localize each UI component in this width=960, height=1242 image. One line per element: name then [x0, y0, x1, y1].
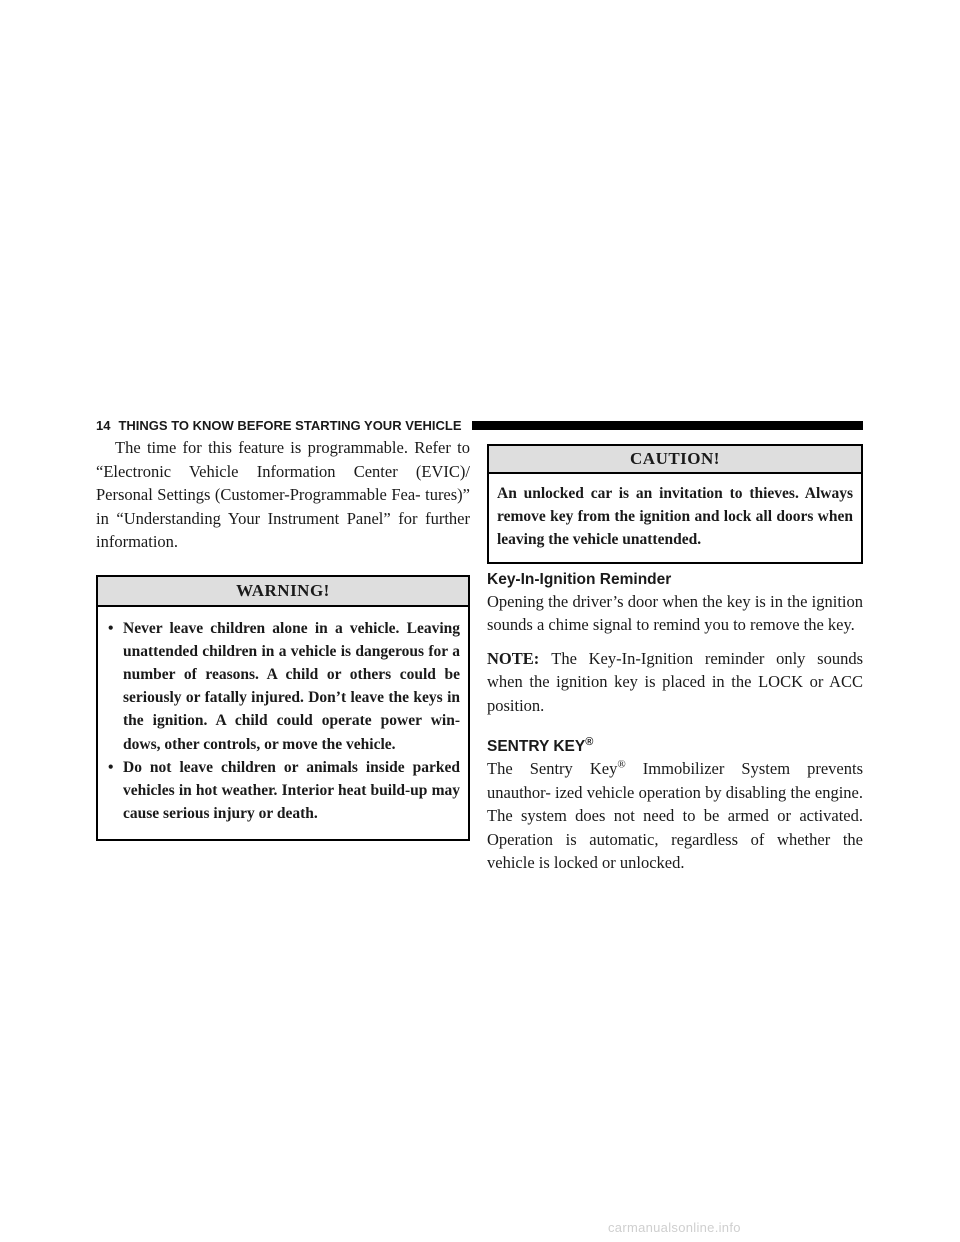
- warning-item: [106, 617, 460, 756]
- warning-title: WARNING!: [98, 577, 468, 607]
- bullet-icon: •: [108, 619, 114, 637]
- note-paragraph: [487, 647, 863, 718]
- caution-title: CAUTION!: [489, 446, 861, 474]
- key-reminder-heading: Key-In-Ignition Reminder: [487, 570, 672, 588]
- sentry-heading-text: SENTRY KEY: [487, 738, 586, 756]
- header-rule: [472, 421, 863, 430]
- intro-paragraph: The time for this feature is programmable. Refer to “Electronic Vehicle Information Center (EVIC)/ Personal Settings (Customer-Programmable Fea- tures)” in “Understanding Your Instrument Panel” for further information.: [96, 438, 470, 551]
- warning-list: [98, 607, 468, 840]
- warning-item-text: Never leave children alone in a vehicle. Leaving unattended children in a vehicle is dangerous for a number of reasons. A child or others could be seriously or fatally injured. Don’t leave the keys in the ignition. A child could operate power win- dows, other controls, or move the vehicle.: [123, 619, 460, 753]
- note-text: The Key-In-Ignition reminder only sounds when the ignition key is placed in the LOCK or ACC position.: [487, 648, 863, 715]
- sentry-text-start: The Sentry Key: [487, 759, 618, 779]
- section-title: THINGS TO KNOW BEFORE STARTING YOUR VEHICLE: [118, 417, 462, 433]
- sentry-key-heading: [487, 737, 863, 757]
- warning-item: [106, 756, 460, 826]
- caution-text: An unlocked car is an invitation to thieves. Always remove key from the ignition and lock all doors when leaving the vehicle unattended.: [497, 485, 853, 549]
- sentry-text-rest: Immobilizer System prevents unauthor- ized vehicle operation by disabling the engine. The system does not need to be armed or activated. Operation is automatic, regardless of whether the vehicle is locked or unlocked.: [487, 759, 863, 873]
- page-number: 14: [96, 417, 111, 433]
- warning-box: [96, 575, 470, 842]
- registered-mark: ®: [585, 735, 594, 748]
- bullet-icon: •: [108, 758, 114, 776]
- right-column: [487, 444, 863, 875]
- key-reminder-paragraph: Opening the driver’s door when the key is in the ignition sounds a chime signal to remind you to remove the key.: [487, 591, 863, 635]
- left-column: [96, 436, 470, 841]
- page-header: [96, 416, 863, 434]
- warning-item-text: Do not leave children or animals inside parked vehicles in hot weather. Interior heat build-up may cause serious injury or death.: [123, 758, 460, 823]
- sentry-paragraph: [487, 757, 863, 875]
- caution-box: [487, 444, 863, 564]
- note-label: NOTE:: [487, 648, 540, 668]
- registered-mark: ®: [617, 758, 626, 771]
- watermark: carmanualsonline.info: [608, 1220, 741, 1235]
